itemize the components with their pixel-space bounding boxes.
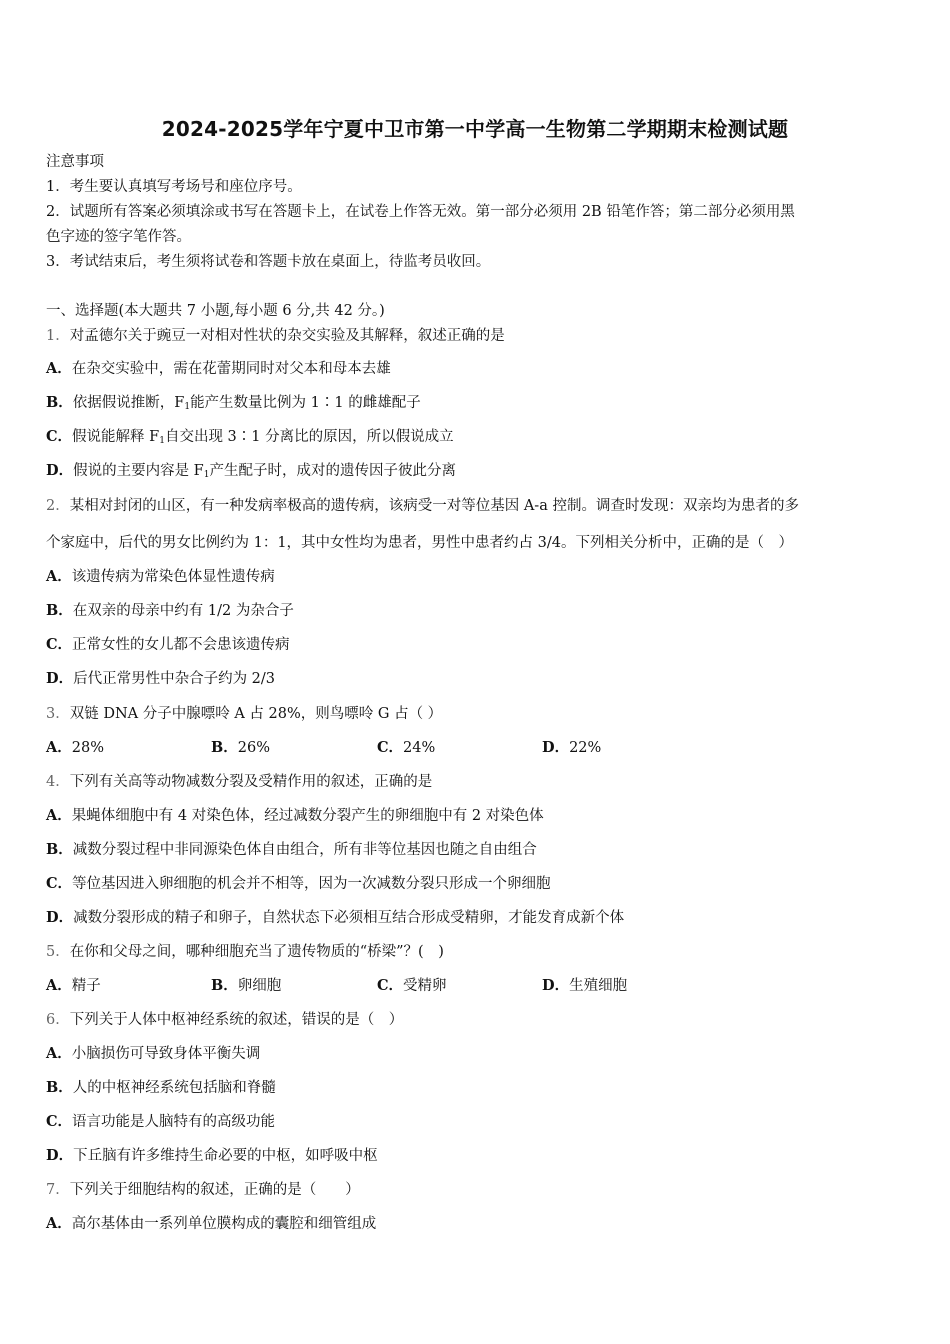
option-label: D． — [46, 909, 74, 926]
option-label: B． — [46, 602, 73, 619]
option-text-post: 能产生数量比例为 1∶1 的雌雄配子 — [190, 395, 421, 411]
question-stem: 某相对封闭的山区，有一种发病率极高的遗传病，该病受一对等位基因 A-a 控制。调查时发现：双亲均为患者的多 — [69, 498, 799, 514]
q4-option-a — [46, 806, 544, 826]
option-text-pre: 假说能解释 F — [72, 429, 160, 445]
q4-option-c — [46, 874, 551, 894]
q1-option-c — [46, 427, 454, 451]
notice-item-1: 1．考生要认真填写考场号和座位序号。 — [46, 179, 302, 195]
q3-option-d — [542, 738, 601, 758]
option-text: 果蝇体细胞中有 4 对染色体，经过减数分裂产生的卵细胞中有 2 对染色体 — [71, 808, 544, 824]
option-label: A． — [46, 807, 72, 824]
option-label: D． — [542, 977, 570, 994]
option-label: D． — [46, 670, 74, 687]
q2-option-c — [46, 635, 290, 655]
question-number: 7． — [46, 1182, 70, 1198]
option-text: 卵细胞 — [237, 978, 282, 994]
option-text: 等位基因进入卵细胞的机会并不相等，因为一次减数分裂只形成一个卵细胞 — [72, 876, 551, 892]
notice-item-3: 3．考试结束后，考生须将试卷和答题卡放在桌面上，待监考员收回。 — [46, 254, 491, 270]
option-label: A． — [46, 977, 72, 994]
question-stem: 对孟德尔关于豌豆一对相对性状的杂交实验及其解释，叙述正确的是 — [69, 328, 505, 344]
question-2-cont: 个家庭中，后代的男女比例约为 1：1，其中女性均为患者，男性中患者约占 3/4。下列相关分析中，正确的是（ ） — [46, 535, 794, 551]
q1-option-a — [46, 359, 391, 379]
option-label: C． — [46, 636, 73, 653]
option-label: C． — [46, 1113, 73, 1130]
question-1 — [46, 326, 505, 346]
option-text: 小脑损伤可导致身体平衡失调 — [71, 1046, 261, 1062]
option-text: 在双亲的母亲中约有 1/2 为杂合子 — [72, 603, 294, 619]
q5-option-a — [46, 976, 101, 996]
option-text: 该遗传病为常染色体显性遗传病 — [71, 569, 275, 585]
option-subscript: 1 — [184, 402, 191, 412]
q6-option-d — [46, 1146, 378, 1166]
option-subscript: 1 — [203, 470, 210, 480]
notice-item-2: 2．试题所有答案必须填涂或书写在答题卡上，在试卷上作答无效。第一部分必须用 2B 铅笔作答；第二部分必须用黑 — [46, 204, 795, 220]
option-subscript: 1 — [159, 436, 165, 446]
notice-item-2-cont: 色字迹的签字笔作答。 — [46, 229, 191, 245]
option-label: C． — [377, 977, 404, 994]
q4-option-d — [46, 908, 624, 928]
option-label: D． — [46, 1147, 74, 1164]
exam-title: 2024-2025学年宁夏中卫市第一中学高一生物第二学期期末检测试题 — [161, 117, 789, 141]
question-number: 1． — [46, 328, 70, 344]
question-number: 2． — [46, 498, 70, 514]
option-text: 人的中枢神经系统包括脑和脊髓 — [72, 1080, 276, 1096]
option-text: 26% — [237, 740, 270, 756]
option-label: C． — [46, 875, 73, 892]
q6-option-c — [46, 1112, 275, 1132]
option-label: A． — [46, 1215, 72, 1232]
q2-option-b — [46, 601, 294, 621]
option-text: 正常女性的女儿都不会患该遗传病 — [72, 637, 290, 653]
option-text: 后代正常男性中杂合子约为 2/3 — [73, 671, 276, 687]
question-number: 5． — [46, 944, 70, 960]
question-stem: 下列关于人体中枢神经系统的叙述，错误的是（ ） — [69, 1012, 404, 1028]
question-number: 3． — [46, 706, 70, 722]
option-label: D． — [542, 739, 570, 756]
option-text: 受精卵 — [403, 978, 447, 994]
option-label: B． — [211, 977, 238, 994]
q5-option-c — [377, 976, 447, 996]
question-stem: 在你和父母之间，哪种细胞充当了遗传物质的“桥梁”？( ) — [69, 944, 444, 960]
option-label: B． — [46, 1079, 73, 1096]
question-stem: 下列有关高等动物减数分裂及受精作用的叙述，正确的是 — [69, 774, 433, 790]
option-text: 减数分裂过程中非同源染色体自由组合，所有非等位基因也随之自由组合 — [72, 842, 537, 858]
q3-option-c — [377, 738, 435, 758]
q7-option-a — [46, 1214, 376, 1234]
q2-option-a — [46, 567, 275, 587]
option-text: 下丘脑有许多维持生命必要的中枢，如呼吸中枢 — [73, 1148, 378, 1164]
option-text: 22% — [569, 740, 602, 756]
option-text: 生殖细胞 — [569, 978, 628, 994]
q6-option-b — [46, 1078, 276, 1098]
option-text: 精子 — [71, 978, 101, 994]
q5-option-b — [211, 976, 281, 996]
option-text: 减数分裂形成的精子和卵子，自然状态下必须相互结合形成受精卵，才能发育成新个体 — [73, 910, 625, 926]
q6-option-a — [46, 1044, 260, 1064]
section-heading: 一、选择题(本大题共 7 小题,每小题 6 分,共 42 分。) — [46, 303, 385, 319]
option-text: 24% — [403, 740, 436, 756]
q4-option-b — [46, 840, 537, 860]
option-text: 在杂交实验中，需在花蕾期同时对父本和母本去雄 — [71, 361, 391, 377]
question-3 — [46, 704, 442, 724]
question-6 — [46, 1010, 403, 1030]
option-text-pre: 假说的主要内容是 F — [73, 463, 204, 479]
option-text-post: 产生配子时，成对的遗传因子彼此分离 — [209, 463, 456, 479]
question-5 — [46, 942, 444, 962]
question-stem: 下列关于细胞结构的叙述，正确的是（ ） — [69, 1182, 360, 1198]
option-text: 28% — [71, 740, 104, 756]
q2-option-d — [46, 669, 275, 689]
option-label: B． — [211, 739, 238, 756]
option-label: A． — [46, 568, 72, 585]
option-text-pre: 依据假说推断，F — [72, 395, 185, 411]
question-number: 4． — [46, 774, 70, 790]
option-label: C． — [46, 428, 73, 445]
question-2 — [46, 496, 799, 516]
option-label: A． — [46, 1045, 72, 1062]
option-text-post: 自交出现 3∶1 分离比的原因，所以假说成立 — [164, 429, 454, 445]
q1-option-d — [46, 461, 456, 485]
option-label: B． — [46, 394, 73, 411]
option-label: A． — [46, 360, 72, 377]
option-text: 高尔基体由一系列单位膜构成的囊腔和细管组成 — [71, 1216, 377, 1232]
option-label: B． — [46, 841, 73, 858]
question-4 — [46, 772, 432, 792]
q1-option-b — [46, 393, 421, 417]
option-label: A． — [46, 739, 72, 756]
option-text: 语言功能是人脑特有的高级功能 — [72, 1114, 276, 1130]
q3-option-a — [46, 738, 104, 758]
notice-heading: 注意事项 — [46, 154, 104, 170]
question-stem: 双链 DNA 分子中腺嘌呤 A 占 28%，则鸟嘌呤 G 占（ ） — [69, 706, 443, 722]
q5-option-d — [542, 976, 627, 996]
q3-option-b — [211, 738, 270, 758]
question-number: 6． — [46, 1012, 70, 1028]
option-label: C． — [377, 739, 404, 756]
option-label: D． — [46, 462, 74, 479]
question-7 — [46, 1180, 360, 1200]
